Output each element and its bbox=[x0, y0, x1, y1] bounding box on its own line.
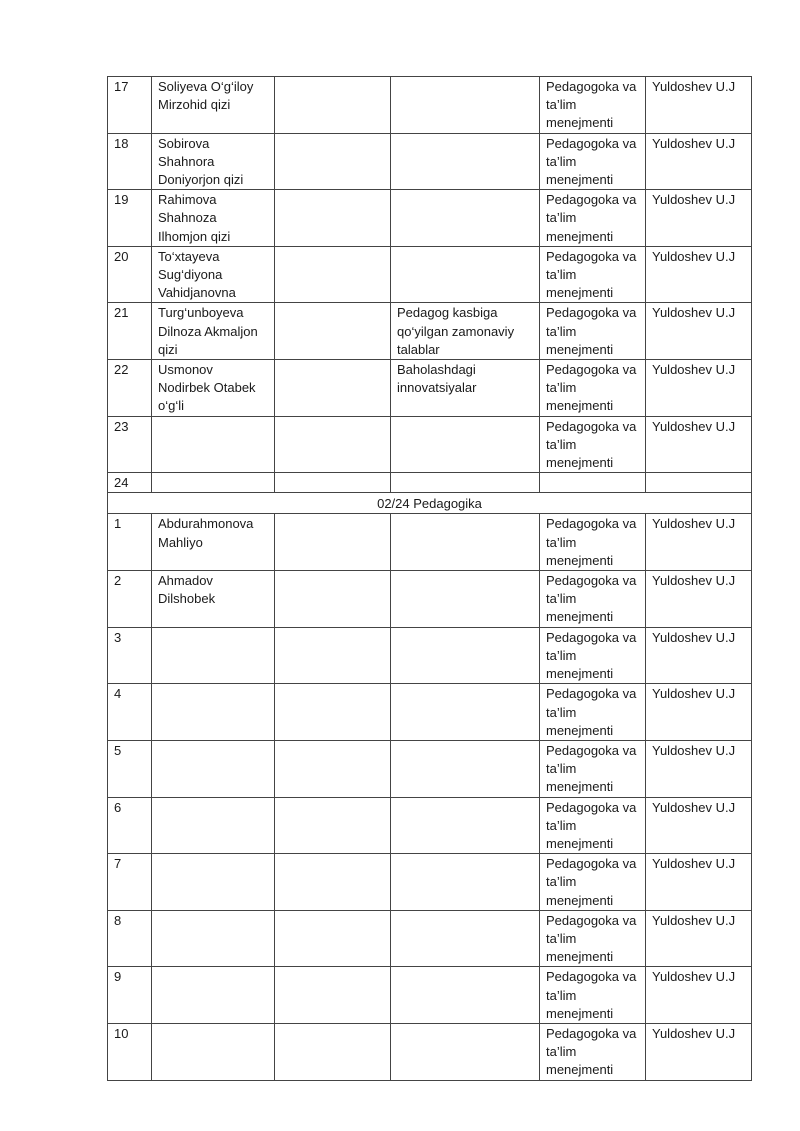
table-row bbox=[108, 514, 752, 571]
student-name bbox=[152, 967, 275, 1024]
row-number: 19 bbox=[108, 190, 152, 247]
empty-cell bbox=[275, 740, 391, 797]
teacher-cell: Yuldoshev U.J bbox=[646, 797, 752, 854]
topic-cell bbox=[391, 684, 540, 741]
teacher-cell: Yuldoshev U.J bbox=[646, 910, 752, 967]
empty-cell bbox=[540, 473, 646, 493]
table-row bbox=[108, 740, 752, 797]
subject-cell: Pedagogoka va ta’lim menejmenti bbox=[540, 854, 646, 911]
row-number: 23 bbox=[108, 416, 152, 473]
topic-cell: Baholashdagi innovatsiyalar bbox=[391, 360, 540, 417]
empty-cell bbox=[275, 1023, 391, 1080]
empty-cell bbox=[275, 797, 391, 854]
subject-cell: Pedagogoka va ta’lim menejmenti bbox=[540, 246, 646, 303]
empty-cell bbox=[275, 360, 391, 417]
table-row bbox=[108, 190, 752, 247]
teacher-cell: Yuldoshev U.J bbox=[646, 190, 752, 247]
subject-cell: Pedagogoka va ta’lim menejmenti bbox=[540, 416, 646, 473]
row-number: 5 bbox=[108, 740, 152, 797]
student-name: Rahimova Shahnoza Ilhomjon qizi bbox=[152, 190, 275, 247]
subject-cell: Pedagogoka va ta’lim menejmenti bbox=[540, 190, 646, 247]
teacher-cell: Yuldoshev U.J bbox=[646, 1023, 752, 1080]
student-name bbox=[152, 740, 275, 797]
teacher-cell: Yuldoshev U.J bbox=[646, 246, 752, 303]
topic-cell bbox=[391, 627, 540, 684]
teacher-cell: Yuldoshev U.J bbox=[646, 740, 752, 797]
empty-cell bbox=[646, 473, 752, 493]
student-name: Soliyeva O‘g‘iloy Mirzohid qizi bbox=[152, 77, 275, 134]
topic-cell bbox=[391, 797, 540, 854]
subject-cell: Pedagogoka va ta’lim menejmenti bbox=[540, 77, 646, 134]
table-row bbox=[108, 967, 752, 1024]
subject-cell: Pedagogoka va ta’lim menejmenti bbox=[540, 797, 646, 854]
topic-cell: Pedagog kasbiga qo‘yilgan zamonaviy talablar bbox=[391, 303, 540, 360]
row-number: 7 bbox=[108, 854, 152, 911]
topic-cell bbox=[391, 571, 540, 628]
student-name bbox=[152, 910, 275, 967]
student-name: To‘xtayeva Sug‘diyona Vahidjanovna bbox=[152, 246, 275, 303]
row-number: 1 bbox=[108, 514, 152, 571]
subject-cell: Pedagogoka va ta’lim menejmenti bbox=[540, 360, 646, 417]
empty-cell bbox=[275, 854, 391, 911]
empty-cell bbox=[391, 473, 540, 493]
table-row bbox=[108, 133, 752, 190]
teacher-cell: Yuldoshev U.J bbox=[646, 684, 752, 741]
row-number: 4 bbox=[108, 684, 152, 741]
row-number: 8 bbox=[108, 910, 152, 967]
topic-cell bbox=[391, 854, 540, 911]
subject-cell: Pedagogoka va ta’lim menejmenti bbox=[540, 133, 646, 190]
subject-cell: Pedagogoka va ta’lim menejmenti bbox=[540, 571, 646, 628]
table-row bbox=[108, 473, 752, 493]
row-number: 18 bbox=[108, 133, 152, 190]
table-row bbox=[108, 246, 752, 303]
empty-cell bbox=[275, 190, 391, 247]
row-number: 2 bbox=[108, 571, 152, 628]
empty-cell bbox=[275, 473, 391, 493]
group-heading-row bbox=[108, 493, 752, 514]
topic-cell bbox=[391, 740, 540, 797]
row-number: 3 bbox=[108, 627, 152, 684]
empty-cell bbox=[275, 246, 391, 303]
row-number: 20 bbox=[108, 246, 152, 303]
teacher-cell: Yuldoshev U.J bbox=[646, 627, 752, 684]
empty-cell bbox=[275, 967, 391, 1024]
table-row bbox=[108, 416, 752, 473]
topic-cell bbox=[391, 416, 540, 473]
table-row bbox=[108, 1023, 752, 1080]
row-number: 6 bbox=[108, 797, 152, 854]
row-number: 17 bbox=[108, 77, 152, 134]
empty-cell bbox=[275, 910, 391, 967]
row-number: 10 bbox=[108, 1023, 152, 1080]
subject-cell: Pedagogoka va ta’lim menejmenti bbox=[540, 1023, 646, 1080]
teacher-cell: Yuldoshev U.J bbox=[646, 77, 752, 134]
student-name bbox=[152, 1023, 275, 1080]
table-row bbox=[108, 854, 752, 911]
subject-cell: Pedagogoka va ta’lim menejmenti bbox=[540, 684, 646, 741]
teacher-cell: Yuldoshev U.J bbox=[646, 571, 752, 628]
subject-cell: Pedagogoka va ta’lim menejmenti bbox=[540, 967, 646, 1024]
topic-cell bbox=[391, 910, 540, 967]
teacher-cell: Yuldoshev U.J bbox=[646, 514, 752, 571]
topic-cell bbox=[391, 77, 540, 134]
topic-cell bbox=[391, 133, 540, 190]
empty-cell bbox=[275, 514, 391, 571]
table-row bbox=[108, 627, 752, 684]
table-row bbox=[108, 684, 752, 741]
empty-cell bbox=[275, 571, 391, 628]
topic-cell bbox=[391, 967, 540, 1024]
teacher-cell: Yuldoshev U.J bbox=[646, 360, 752, 417]
empty-cell bbox=[275, 627, 391, 684]
empty-cell bbox=[275, 77, 391, 134]
empty-cell bbox=[275, 303, 391, 360]
student-name bbox=[152, 416, 275, 473]
teacher-cell: Yuldoshev U.J bbox=[646, 303, 752, 360]
assignment-table bbox=[107, 76, 752, 1081]
empty-cell bbox=[275, 684, 391, 741]
teacher-cell: Yuldoshev U.J bbox=[646, 854, 752, 911]
topic-cell bbox=[391, 514, 540, 571]
student-name bbox=[152, 627, 275, 684]
teacher-cell: Yuldoshev U.J bbox=[646, 967, 752, 1024]
subject-cell: Pedagogoka va ta’lim menejmenti bbox=[540, 627, 646, 684]
row-number: 24 bbox=[108, 473, 152, 493]
student-name: Abdurahmonova Mahliyo bbox=[152, 514, 275, 571]
empty-cell bbox=[275, 133, 391, 190]
student-name: Turg‘unboyeva Dilnoza Akmaljon qizi bbox=[152, 303, 275, 360]
table-row bbox=[108, 77, 752, 134]
table-row bbox=[108, 360, 752, 417]
empty-cell bbox=[152, 473, 275, 493]
student-name: Ahmadov Dilshobek bbox=[152, 571, 275, 628]
topic-cell bbox=[391, 1023, 540, 1080]
group-heading: 02/24 Pedagogika bbox=[108, 493, 752, 514]
student-name: Usmonov Nodirbek Otabek o‘g‘li bbox=[152, 360, 275, 417]
teacher-cell: Yuldoshev U.J bbox=[646, 133, 752, 190]
subject-cell: Pedagogoka va ta’lim menejmenti bbox=[540, 514, 646, 571]
topic-cell bbox=[391, 190, 540, 247]
table-row bbox=[108, 303, 752, 360]
student-name: Sobirova Shahnora Doniyorjon qizi bbox=[152, 133, 275, 190]
empty-cell bbox=[275, 416, 391, 473]
table-row bbox=[108, 797, 752, 854]
subject-cell: Pedagogoka va ta’lim menejmenti bbox=[540, 740, 646, 797]
subject-cell: Pedagogoka va ta’lim menejmenti bbox=[540, 910, 646, 967]
row-number: 21 bbox=[108, 303, 152, 360]
row-number: 22 bbox=[108, 360, 152, 417]
table-row bbox=[108, 571, 752, 628]
row-number: 9 bbox=[108, 967, 152, 1024]
student-name bbox=[152, 854, 275, 911]
topic-cell bbox=[391, 246, 540, 303]
table-row bbox=[108, 910, 752, 967]
teacher-cell: Yuldoshev U.J bbox=[646, 416, 752, 473]
student-name bbox=[152, 684, 275, 741]
subject-cell: Pedagogoka va ta’lim menejmenti bbox=[540, 303, 646, 360]
student-name bbox=[152, 797, 275, 854]
